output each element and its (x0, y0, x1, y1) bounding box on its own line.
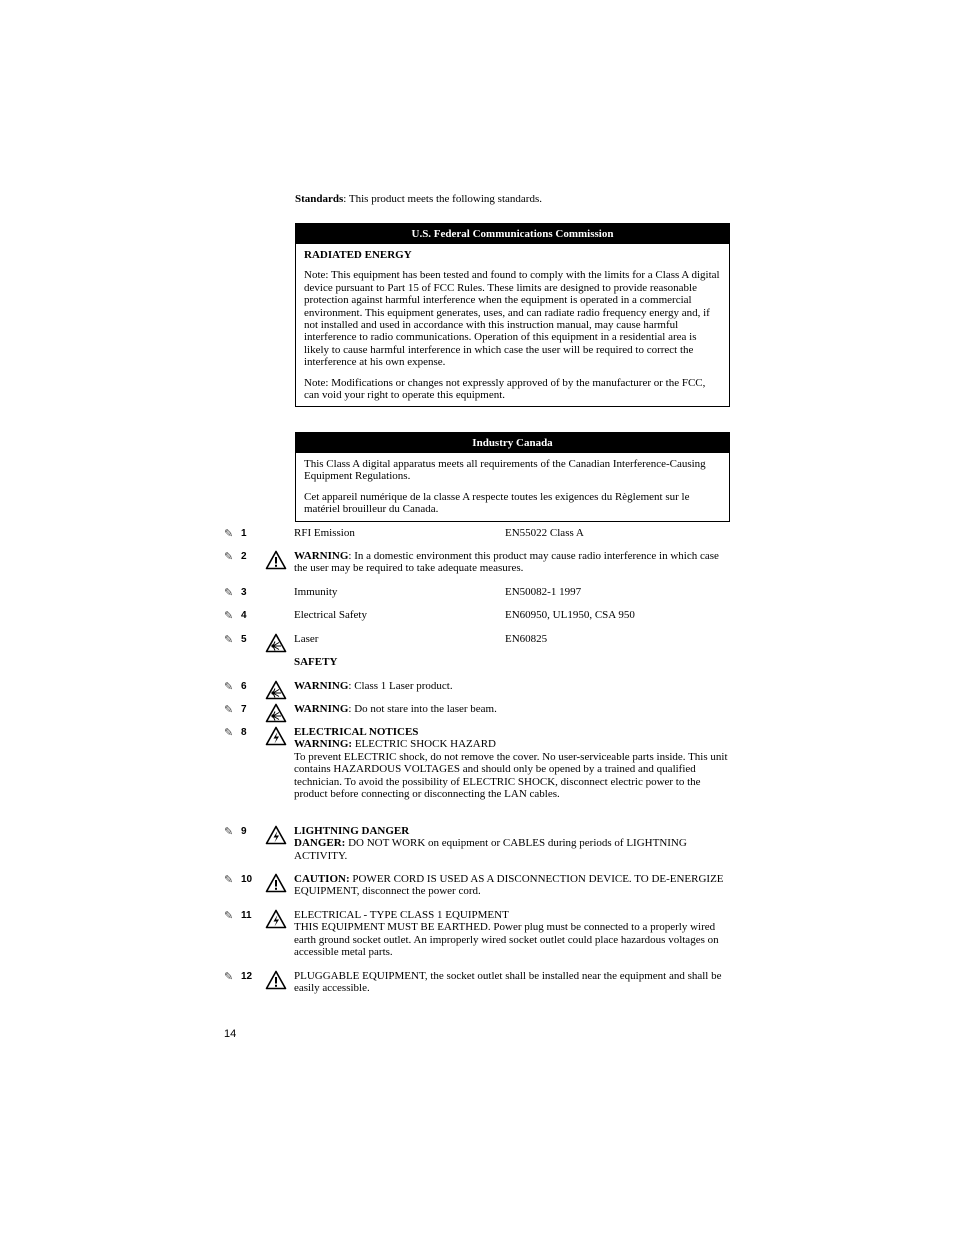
danger-label: DANGER: (294, 837, 346, 850)
pencil-check-icon: ✎ (224, 703, 234, 716)
exclamation-warning-icon (265, 550, 287, 570)
pencil-check-icon: ✎ (224, 633, 234, 646)
canada-text-en: This Class A digital apparatus meets all requirements of the Canadian Interference-Causing Equipment Regulations. (304, 458, 706, 483)
fcc-box-header: U.S. Federal Communications Commission (296, 224, 729, 244)
earthing-body: THIS EQUIPMENT MUST BE EARTHED. Power plug must be connected to a properly wired earth ground socket outlet. An improperly wired socket outlet could place hazardous voltages on accessible metal parts. (294, 921, 719, 959)
pencil-check-icon: ✎ (224, 970, 234, 983)
warning-label: WARNING: (294, 738, 353, 751)
caution-label: CAUTION: (294, 873, 350, 885)
shock-hazard-text: ELECTRIC SHOCK HAZARD (352, 738, 496, 751)
electrical-notice-body: To prevent ELECTRIC shock, do not remove the cover. No user-serviceable parts inside. This unit contains HAZARDOUS VOLTAGES and should only be opened by a trained and qualified technician. To avoid the possibility of ELECTRIC SHOCK, disconnect electric power to the product before connecting or disconnecting the LAN cables. (294, 750, 728, 801)
laser-warning-icon (265, 680, 287, 700)
safety-heading: SAFETY (294, 656, 338, 668)
standards-text: : This product meets the following standards. (343, 193, 542, 205)
item-value: EN50082-1 1997 (505, 586, 582, 598)
warning-text: : Class 1 Laser product. (348, 680, 453, 692)
item-marker: ✎ 4 (224, 609, 247, 622)
standards-intro (295, 193, 542, 205)
fcc-note-1: Note: This equipment has been tested and found to comply with the limits for a Class A digital device pursuant to Part 15 of FCC Rules. These limits are designed to provide reasonable protection against harmful interference when the equipment is operated in a commercial environment. This equipment generates, uses, and can radiate radio frequency energy and, if not installed and used in accordance with this instruction manual, may cause harmful interference to radio communications. Operation of this equipment in a residential area is likely to cause harmful interference in which case the user will be required to correct the interference at his own expense. (304, 269, 720, 369)
pencil-check-icon: ✎ (224, 586, 234, 599)
item-value: EN55022 Class A (505, 527, 584, 539)
pencil-check-icon: ✎ (224, 909, 234, 922)
pencil-check-icon: ✎ (224, 609, 234, 622)
page-number: 14 (224, 1028, 237, 1040)
laser-warning-icon (265, 633, 287, 653)
item-value: EN60825 (505, 633, 548, 645)
item-marker: ✎ 5 (224, 633, 247, 646)
lightning-warning-icon (265, 825, 287, 845)
warning-label: WARNING (294, 680, 349, 692)
lightning-warning-icon (265, 909, 287, 929)
lightning-danger-heading: LIGHTNING DANGER (294, 825, 410, 837)
pencil-check-icon: ✎ (224, 873, 234, 886)
exclamation-warning-icon (265, 970, 287, 990)
item-marker: ✎ 1 (224, 527, 247, 540)
item-value: EN60950, UL1950, CSA 950 (505, 609, 635, 621)
item-marker: ✎ 11 (224, 909, 252, 922)
item-marker: ✎ 12 (224, 970, 253, 983)
item-marker: ✎ 9 (224, 825, 247, 838)
radiated-energy-heading: RADIATED ENERGY (304, 249, 412, 261)
item-label: Immunity (294, 586, 338, 598)
class1-heading: ELECTRICAL - TYPE CLASS 1 EQUIPMENT (294, 909, 509, 921)
warning-text: : Do not stare into the laser beam. (348, 703, 497, 715)
item-marker: ✎ 7 (224, 703, 247, 716)
canada-box-header: Industry Canada (296, 433, 729, 453)
laser-warning-icon (265, 703, 287, 723)
pencil-check-icon: ✎ (224, 527, 234, 540)
item-label: Electrical Safety (294, 609, 367, 621)
item-marker: ✎ 6 (224, 680, 247, 693)
pencil-check-icon: ✎ (224, 825, 234, 838)
item-label: Laser (294, 633, 319, 645)
pencil-check-icon: ✎ (224, 680, 234, 693)
canada-box (295, 432, 730, 522)
fcc-box (295, 223, 730, 407)
electrical-notices-heading: ELECTRICAL NOTICES (294, 726, 419, 738)
item-marker: ✎ 10 (224, 873, 253, 886)
pencil-check-icon: ✎ (224, 726, 234, 739)
pluggable-text: PLUGGABLE EQUIPMENT, the socket outlet shall be installed near the equipment and shall be easily accessible. (294, 970, 722, 995)
lightning-warning-icon (265, 726, 287, 746)
item-marker: ✎ 3 (224, 586, 247, 599)
item-label: RFI Emission (294, 527, 355, 539)
fcc-note-2: Note: Modifications or changes not expressly approved of by the manufacturer or the FCC, can void your right to operate this equipment. (304, 376, 706, 402)
pencil-check-icon: ✎ (224, 550, 234, 563)
caution-text: POWER CORD IS USED AS A DISCONNECTION DEVICE. TO DE-ENERGIZE EQUIPMENT, disconnect the power cord. (294, 873, 724, 898)
item-marker: ✎ 2 (224, 550, 247, 563)
warning-text: : In a domestic environment this product may cause radio interference in which case the user may be required to take adequate measures. (294, 550, 719, 575)
danger-text: DO NOT WORK on equipment or CABLES during periods of LIGHTNING ACTIVITY. (294, 837, 687, 862)
standards-label: Standards (295, 193, 344, 205)
canada-text-fr: Cet appareil numérique de la classe A respecte toutes les exigences du Règlement sur le matériel brouilleur du Canada. (304, 490, 690, 516)
exclamation-warning-icon (265, 873, 287, 893)
warning-label: WARNING (294, 703, 349, 715)
warning-label: WARNING (294, 550, 349, 562)
item-marker: ✎ 8 (224, 726, 247, 739)
